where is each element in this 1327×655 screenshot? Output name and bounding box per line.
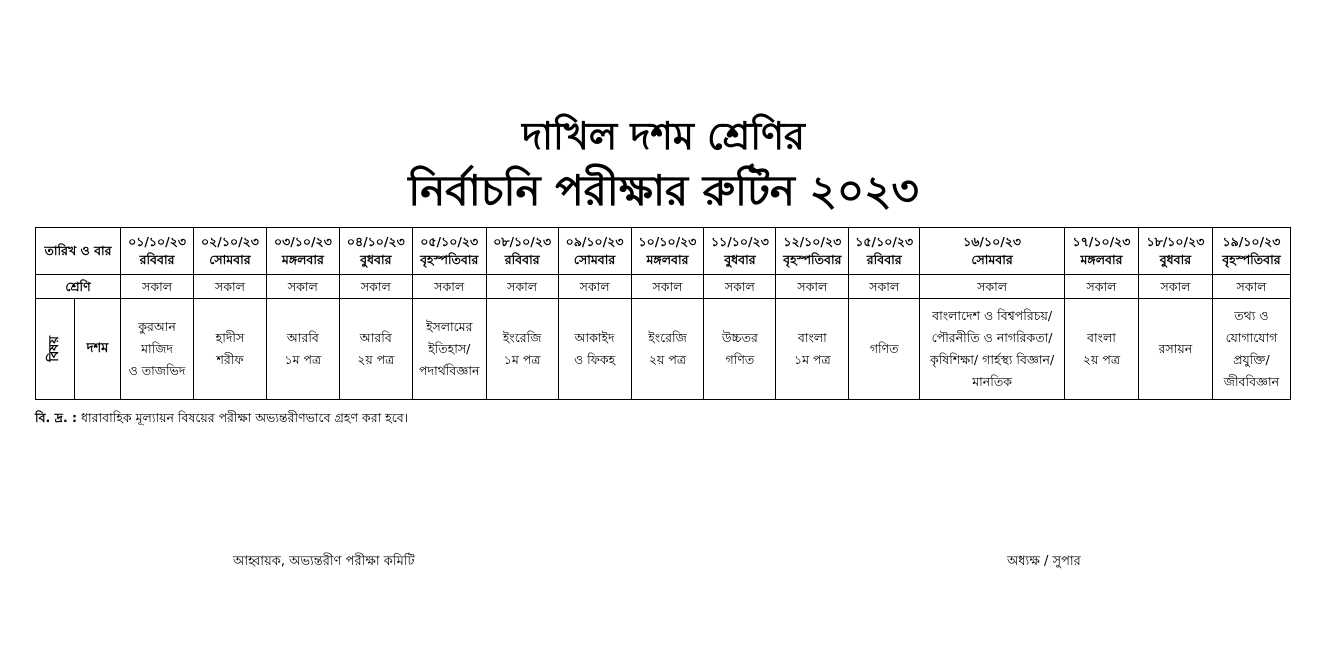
- subject-cell: [412, 299, 486, 400]
- shift-cell: সকাল: [849, 275, 920, 299]
- subject-line: তথ্য ও: [1234, 308, 1269, 323]
- shift-cell: সকাল: [266, 275, 339, 299]
- date-text: ১০/১০/২৩: [638, 234, 697, 249]
- subject-line: কৃষিশিক্ষা/ গার্হস্থ্য বিজ্ঞান/: [930, 352, 1055, 367]
- shift-cell: সকাল: [121, 275, 194, 299]
- date-text: ১২/১০/২৩: [783, 234, 842, 249]
- convener-signature: আহ্বায়ক, অভ্যন্তরীণ পরীক্ষা কমিটি: [233, 554, 415, 569]
- subject-cell: [1212, 299, 1290, 400]
- subject-line: ১ম পত্র: [284, 352, 322, 367]
- shift-cell: সকাল: [1212, 275, 1290, 299]
- subject-line: ২য় পত্র: [357, 352, 395, 367]
- weekday-text: বুধবার: [1159, 252, 1192, 267]
- date-text: ০২/১০/২৩: [201, 234, 259, 249]
- date-text: ০১/১০/২৩: [128, 234, 186, 249]
- title-line-2: নির্বাচনি পরীক্ষার রুটিন ২০২৩: [408, 166, 919, 215]
- footnote-text: ধারাবাহিক মূল্যায়ন বিষয়ের পরীক্ষা অভ্যন্তরীণভাবে গ্রহণ করা হবে।: [81, 410, 409, 425]
- weekday-text: বুধবার: [724, 252, 756, 267]
- subject-line: আরবি: [359, 330, 392, 345]
- shift-row: [36, 275, 1291, 299]
- date-cell: [194, 228, 267, 275]
- subject-cell: [704, 299, 776, 400]
- subject-line: ইতিহাস/: [428, 341, 471, 356]
- class-header: শ্রেণি: [36, 275, 121, 299]
- weekday-text: মঙ্গলবার: [281, 252, 324, 267]
- subject-line: কুরআন মাজিদ: [138, 319, 176, 356]
- subject-line: গণিত: [869, 341, 899, 356]
- subject-line: বাংলা: [1087, 330, 1116, 345]
- date-cell: [339, 228, 412, 275]
- shift-cell: সকাল: [631, 275, 704, 299]
- date-text: ১৭/১০/২৩: [1072, 234, 1131, 249]
- subject-cell: [266, 299, 339, 400]
- subject-cell: [1138, 299, 1212, 400]
- subject-cell: [339, 299, 412, 400]
- date-cell: [1065, 228, 1139, 275]
- weekday-text: রবিবার: [139, 252, 175, 267]
- subject-cell: [121, 299, 194, 400]
- subject-line: পৌরনীতি ও নাগরিকতা/: [931, 330, 1053, 345]
- subject-cell: [631, 299, 704, 400]
- shift-cell: সকাল: [194, 275, 267, 299]
- subject-line: ও ফিকহ: [573, 352, 616, 367]
- subject-row: [36, 299, 1291, 400]
- footnote-label: বি. দ্র. :: [35, 410, 78, 425]
- date-text: ১৮/১০/২৩: [1146, 234, 1205, 249]
- date-cell: [849, 228, 920, 275]
- date-cell: [1138, 228, 1212, 275]
- subject-line: ও তাজভিদ: [128, 363, 186, 378]
- weekday-text: বৃহস্পতিবার: [1222, 252, 1281, 267]
- date-cell: [704, 228, 776, 275]
- exam-routine-table: [35, 227, 1291, 400]
- subject-cell: [849, 299, 920, 400]
- date-cell: [121, 228, 194, 275]
- date-text: ১৫/১০/২৩: [855, 234, 914, 249]
- subject-line: উচ্চতর: [721, 330, 758, 345]
- class-name: দশম: [86, 341, 109, 356]
- date-cell: [558, 228, 631, 275]
- subject-cell: [1065, 299, 1139, 400]
- subject-line: শরীফ: [216, 352, 244, 367]
- shift-cell: সকাল: [558, 275, 631, 299]
- subject-line: আকাইদ: [574, 330, 615, 345]
- shift-cell: সকাল: [704, 275, 776, 299]
- subject-line: যোগাযোগ: [1225, 330, 1278, 345]
- shift-cell: সকাল: [412, 275, 486, 299]
- date-day-header: তারিখ ও বার: [36, 228, 121, 275]
- subject-cell: [776, 299, 849, 400]
- date-cell: [1212, 228, 1290, 275]
- weekday-text: বৃহস্পতিবার: [783, 252, 842, 267]
- subject-line: ইংরেজি: [648, 330, 687, 345]
- subject-line: হাদীস: [215, 330, 245, 345]
- weekday-text: বৃহস্পতিবার: [420, 252, 479, 267]
- subject-cell: [194, 299, 267, 400]
- shift-cell: সকাল: [486, 275, 558, 299]
- subject-line: জীববিজ্ঞান: [1223, 374, 1280, 389]
- subject-line: ১ম পত্র: [503, 352, 541, 367]
- date-day-row: [36, 228, 1291, 275]
- weekday-text: মঙ্গলবার: [1080, 252, 1123, 267]
- shift-cell: সকাল: [339, 275, 412, 299]
- shift-cell: সকাল: [920, 275, 1065, 299]
- date-cell: [920, 228, 1065, 275]
- subject-line: মানতিক: [972, 374, 1012, 389]
- date-text: ০৫/১০/২৩: [420, 234, 479, 249]
- weekday-text: রবিবার: [866, 252, 902, 267]
- subject-line: রসায়ন: [1158, 341, 1193, 356]
- title-line-1: দাখিল দশম শ্রেণির: [522, 114, 805, 158]
- weekday-text: বুধবার: [360, 252, 392, 267]
- subject-vertical-label: বিষয়: [47, 336, 62, 362]
- date-cell: [266, 228, 339, 275]
- shift-cell: সকাল: [1138, 275, 1212, 299]
- subject-cell: [558, 299, 631, 400]
- subject-line: বাংলাদেশ ও বিশ্বপরিচয়/: [932, 308, 1053, 323]
- date-text: ১৬/১০/২৩: [963, 234, 1022, 249]
- principal-signature: অধ্যক্ষ / সুপার: [1007, 554, 1081, 569]
- weekday-text: সোমবার: [971, 252, 1013, 267]
- subject-line: ১ম পত্র: [793, 352, 831, 367]
- date-text: ১৯/১০/২৩: [1222, 234, 1281, 249]
- date-text: ০৮/১০/২৩: [493, 234, 552, 249]
- weekday-text: রবিবার: [504, 252, 540, 267]
- footnote: [35, 410, 408, 430]
- date-text: ০৪/১০/২৩: [346, 234, 405, 249]
- date-text: ০৯/১০/২৩: [565, 234, 624, 249]
- shift-cell: সকাল: [1065, 275, 1139, 299]
- date-text: ০৩/১০/২৩: [273, 234, 332, 249]
- date-text: ১১/১০/২৩: [710, 234, 769, 249]
- date-cell: [631, 228, 704, 275]
- weekday-text: সোমবার: [209, 252, 251, 267]
- subject-cell: [920, 299, 1065, 400]
- subject-line: ইংরেজি: [502, 330, 542, 345]
- date-cell: [486, 228, 558, 275]
- subject-line: গণিত: [725, 352, 755, 367]
- subject-line: আরবি: [286, 330, 319, 345]
- shift-cell: সকাল: [776, 275, 849, 299]
- class-label-cell: [36, 299, 121, 400]
- subject-cell: [486, 299, 558, 400]
- date-cell: [412, 228, 486, 275]
- date-cell: [776, 228, 849, 275]
- subject-line: ২য় পত্র: [1082, 352, 1121, 367]
- subject-line: বাংলা: [797, 330, 827, 345]
- weekday-text: সোমবার: [573, 252, 616, 267]
- weekday-text: মঙ্গলবার: [646, 252, 689, 267]
- subject-line: ২য় পত্র: [648, 352, 687, 367]
- subject-line: প্রযুক্তি/: [1233, 352, 1270, 367]
- subject-line: ইসলামের: [425, 319, 473, 334]
- subject-line: পদার্থবিজ্ঞান: [419, 363, 480, 378]
